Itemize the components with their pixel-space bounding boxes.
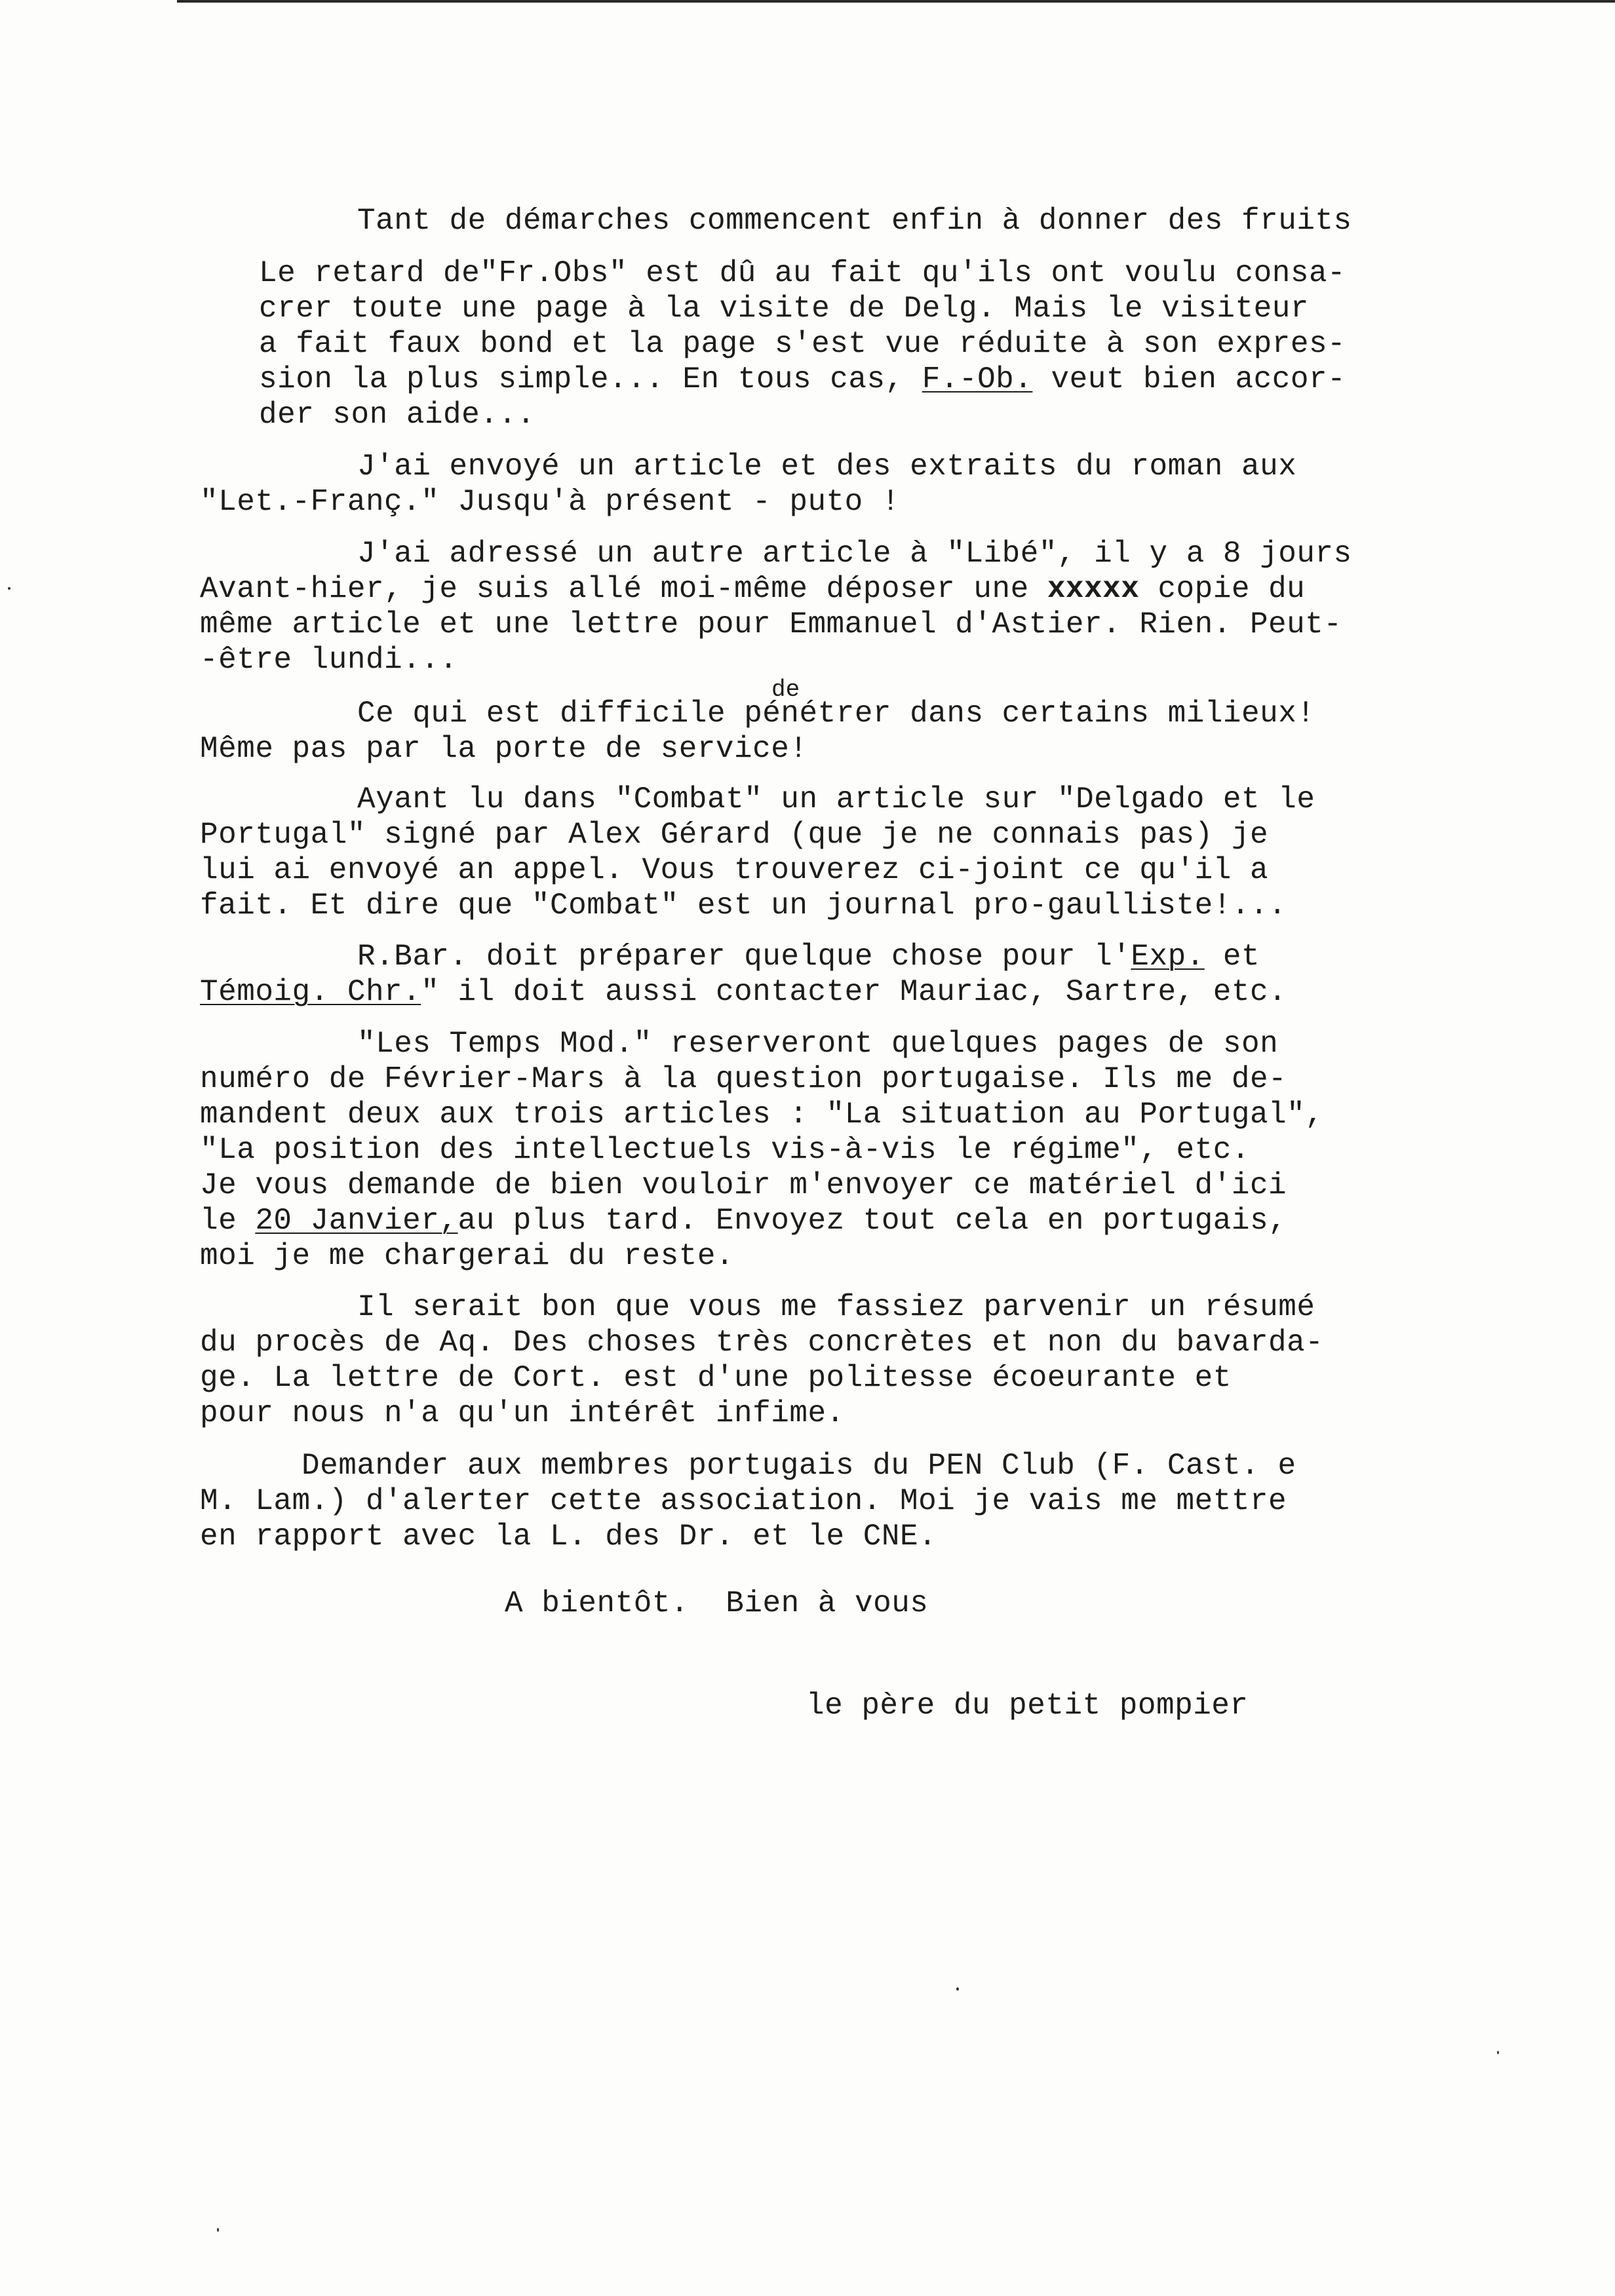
text-line: Portugal" signé par Alex Gérard (que je ne connais pas) je: [200, 818, 1269, 852]
text-line: a fait faux bond et la page s'est vue réduite à son expres-: [259, 327, 1346, 361]
underlined-reference: Exp.: [1131, 940, 1205, 974]
underlined-reference: F.-Ob.: [922, 362, 1033, 396]
text-line: J'ai envoyé un article et des extraits du roman aux: [357, 450, 1297, 484]
text-segment: au plus tard. Envoyez tout cela en portugais,: [457, 1204, 1287, 1238]
paper-speck: [8, 587, 10, 590]
text-segment: et: [1204, 940, 1260, 974]
text-line: [357, 939, 1260, 974]
top-edge-rule: [177, 0, 1615, 3]
text-line: moi je me chargerai du reste.: [200, 1239, 735, 1273]
text-line: Je vous demande de bien vouloir m'envoyer ce matériel d'ici: [200, 1168, 1287, 1202]
text-segment: copie du: [1139, 572, 1306, 606]
text-line: -être lundi...: [200, 643, 458, 677]
underlined-reference: Témoig. Chr.: [200, 975, 421, 1009]
text-line: mandent deux aux trois articles : "La situation au Portugal",: [200, 1098, 1324, 1132]
text-line: Tant de démarches commencent enfin à donner des fruits: [357, 204, 1352, 238]
text-line: der son aide...: [259, 398, 535, 432]
text-line: Le retard de"Fr.Obs" est dû au fait qu'ils ont voulu consa-: [259, 256, 1346, 290]
underlined-date: 20 Janvier,: [255, 1204, 458, 1238]
text-segment: Avant-hier, je suis allé moi-même déposer une: [200, 572, 1047, 606]
text-line: J'ai adressé un autre article à "Libé", il y a 8 jours: [357, 537, 1352, 571]
text-segment: veut bien accor-: [1032, 362, 1346, 396]
text-line: "La position des intellectuels vis-à-vis le régime", etc.: [200, 1133, 1250, 1167]
text-line: M. Lam.) d'alerter cette association. Moi je vais me mettre: [200, 1484, 1287, 1518]
signature-line: le père du petit pompier: [806, 1689, 1249, 1723]
text-line: fait. Et dire que "Combat" est un journal pro-gaulliste!...: [200, 889, 1287, 923]
closing-line: A bientôt. Bien à vous: [505, 1586, 929, 1620]
text-segment: pénétrer dans certains milieux!: [744, 697, 1315, 731]
paper-speck: [1497, 2051, 1499, 2054]
text-line: lui ai envoyé an appel. Vous trouverez ci-joint ce qu'il a: [200, 853, 1269, 887]
text-line: Demander aux membres portugais du PEN Club (F. Cast. e: [302, 1449, 1296, 1483]
text-segment: " il doit aussi contacter Mauriac, Sartre, etc.: [421, 975, 1287, 1009]
paper-speck: [956, 1987, 959, 1991]
text-segment: Ce qui est difficile: [357, 697, 745, 731]
text-line: du procès de Aq. Des choses très concrètes et non du bavarda-: [200, 1326, 1324, 1360]
text-line: Même pas par la porte de service!: [200, 732, 808, 766]
text-line: "Les Temps Mod." reserveront quelques pages de son: [357, 1027, 1279, 1061]
text-line: même article et une lettre pour Emmanuel d'Astier. Rien. Peut-: [200, 607, 1342, 641]
text-line: [200, 974, 1287, 1010]
text-line: en rapport avec la L. des Dr. et le CNE.: [200, 1520, 937, 1554]
text-line: [357, 696, 1315, 731]
text-line: Ayant lu dans "Combat" un article sur "Delgado et le: [357, 782, 1315, 816]
text-line: [200, 571, 1305, 607]
inserted-word: de: [771, 676, 800, 703]
text-line: crer toute une page à la visite de Delg. Mais le visiteur: [259, 292, 1309, 326]
text-line: pour nous n'a qu'un intérêt infime.: [200, 1396, 845, 1430]
text-line: [259, 362, 1346, 397]
text-line: [200, 1203, 1287, 1238]
text-line: ge. La lettre de Cort. est d'une politesse écoeurante et: [200, 1361, 1232, 1395]
struck-out-word: xxxxx: [1047, 572, 1140, 606]
text-segment: le: [200, 1204, 256, 1238]
text-line: Il serait bon que vous me fassiez parvenir un résumé: [357, 1290, 1315, 1324]
text-segment: R.Bar. doit préparer quelque chose pour l': [357, 940, 1131, 974]
text-line: numéro de Février-Mars à la question portugaise. Ils me de-: [200, 1062, 1287, 1096]
paper-speck: [217, 2228, 219, 2232]
text-line: "Let.-Franç." Jusqu'à présent - puto !: [200, 485, 900, 519]
text-segment: sion la plus simple... En tous cas,: [259, 362, 922, 396]
